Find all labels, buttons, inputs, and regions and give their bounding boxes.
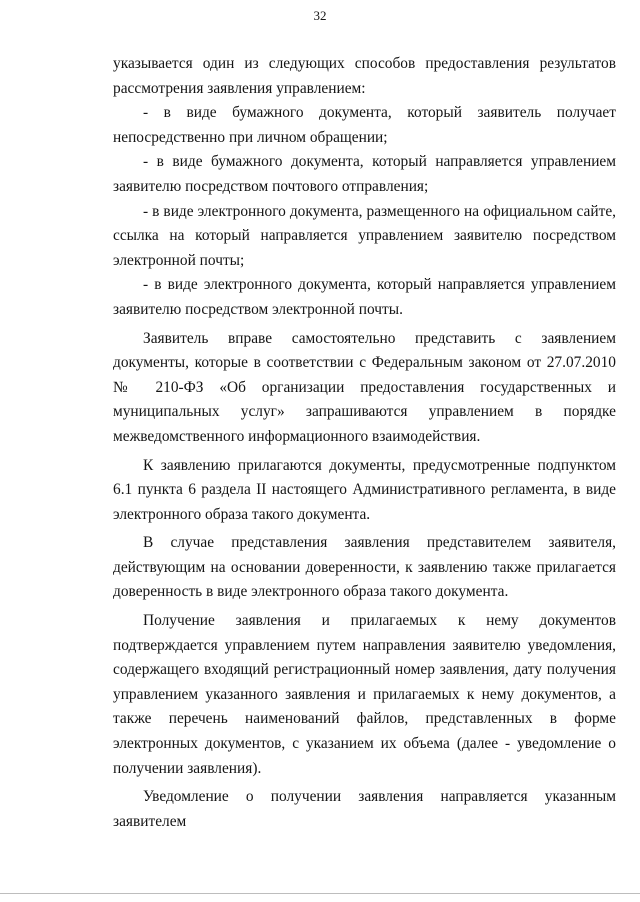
paragraph-applicant-documents: Заявитель вправе самостоятельно представить с заявлением документы, которые в соответствии с Федеральным законом от 27.07.2010 № 210-ФЗ «Об организации предоставления государственных и муниципальных услуг» запрашиваются управлением в порядке межведомственного информационного взаимодействия. [113, 329, 616, 445]
list-item-electronic-website-link: - в виде электронного документа, размещенного на официальном сайте, ссылка на который направляется управлением заявителю посредством электронной почты; [113, 202, 616, 269]
document-body [113, 52, 616, 834]
list-item-electronic-by-email: - в виде электронного документа, который направляется управлением заявителю посредством электронной почты. [113, 276, 616, 318]
list-item-paper-in-person: - в виде бумажного документа, который заявитель получает непосредственно при личном обращении; [113, 104, 616, 146]
paragraph-attached-documents: К заявлению прилагаются документы, предусмотренные подпунктом 6.1 пункта 6 раздела II настоящего Административного регламента, в виде электронного образа такого документа. [113, 456, 616, 523]
paragraph-representative-power-of-attorney: В случае представления заявления представителем заявителя, действующим на основании доверенности, к заявлению также прилагается доверенность в виде электронного образа такого документа. [113, 534, 616, 601]
paragraph-receipt-confirmation: Получение заявления и прилагаемых к нему документов подтверждается управлением путем направления заявителю уведомления, содержащего входящий регистрационный номер заявления, дату получения управлением указанного заявления и прилагаемых к нему документов, а также перечень наименований файлов, представленных в форме электронных документов, с указанием их объема (далее - уведомление о получении заявления). [113, 612, 616, 777]
paragraph-result-methods-intro: указывается один из следующих способов предоставления результатов рассмотрения заявления управлением: [113, 55, 616, 97]
paragraph-notification-sent: Уведомление о получении заявления направляется указанным заявителем [113, 788, 616, 830]
page-number: 32 [313, 8, 327, 23]
page-bottom-edge [0, 893, 640, 894]
list-item-paper-by-post: - в виде бумажного документа, который направляется управлением заявителю посредством почтового отправления; [113, 153, 616, 195]
